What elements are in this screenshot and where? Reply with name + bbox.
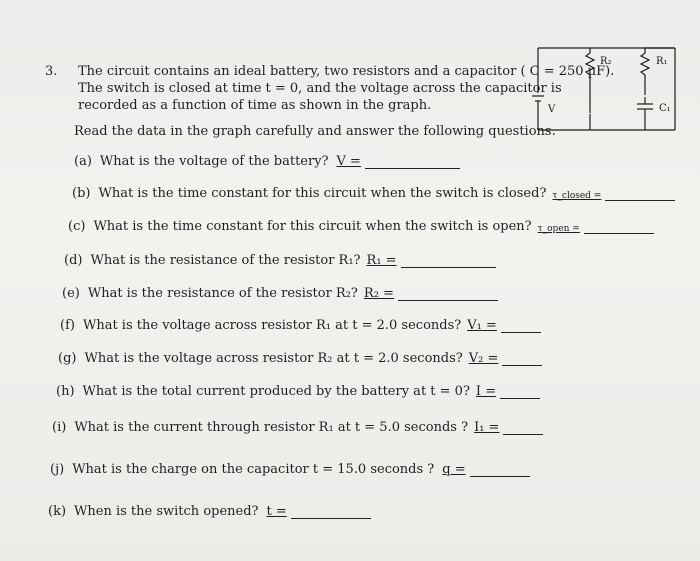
answer-prefix: I =	[475, 384, 497, 399]
answer-blank[interactable]	[398, 288, 498, 301]
question-j	[50, 462, 530, 477]
question-text: What is the current through resistor R₁ at t = 5.0 seconds ?	[74, 420, 469, 435]
problem-number: 3.	[45, 64, 58, 79]
answer-blank[interactable]	[584, 221, 654, 234]
answer-blank[interactable]	[502, 353, 542, 366]
answer-prefix: R₁ =	[366, 253, 397, 268]
question-label: (k)	[48, 504, 67, 519]
question-text: What is the time constant for this circuit when the switch is open?	[93, 219, 532, 234]
question-c	[68, 219, 654, 234]
question-text: What is the total current produced by the battery at t = 0?	[82, 384, 470, 399]
question-text: What is the voltage across resistor R₁ at t = 2.0 seconds?	[82, 318, 462, 333]
answer-blank[interactable]	[605, 188, 675, 201]
question-label: (d)	[64, 253, 83, 268]
resistor-r2	[586, 48, 594, 113]
intro-line-1: The circuit contains an ideal battery, two resistors and a capacitor ( C = 250 µF).	[78, 64, 615, 79]
answer-blank[interactable]	[503, 422, 543, 435]
answer-blank[interactable]	[500, 386, 540, 399]
question-label: (b)	[72, 186, 91, 201]
question-label: (e)	[62, 286, 80, 301]
answer-blank[interactable]	[291, 506, 371, 519]
answer-prefix: q =	[442, 462, 466, 477]
question-text: When is the switch opened?	[74, 504, 259, 519]
question-label: (c)	[68, 219, 86, 234]
question-h	[56, 384, 540, 399]
answer-prefix: τ_closed =	[552, 191, 602, 201]
answer-prefix: I₁ =	[474, 420, 500, 435]
answer-prefix: τ_open =	[537, 224, 580, 234]
answer-prefix: V₂ =	[468, 351, 499, 366]
v-label: V	[548, 104, 556, 115]
intro-line-3: recorded as a function of time as shown in the graph.	[78, 98, 432, 113]
question-a	[74, 154, 460, 169]
question-f	[60, 318, 541, 333]
question-text: What is the charge on the capacitor t = 15.0 seconds ?	[72, 462, 435, 477]
r1-label: R₁	[656, 56, 668, 67]
question-g	[58, 351, 542, 366]
question-label: (i)	[52, 420, 67, 435]
question-text: What is the resistance of the resistor R₂?	[87, 286, 358, 301]
question-e	[62, 286, 498, 301]
question-text: What is the voltage across resistor R₂ at t = 2.0 seconds?	[84, 351, 463, 366]
answer-blank[interactable]	[501, 320, 541, 333]
answer-prefix: V =	[336, 154, 361, 169]
intro-line-2: The switch is closed at time t = 0, and the voltage across the capacitor is	[78, 81, 562, 96]
r2-label: R₂	[600, 56, 612, 67]
answer-blank[interactable]	[470, 464, 530, 477]
resistor-r1	[641, 48, 649, 95]
instruction: Read the data in the graph carefully and answer the following questions.	[74, 124, 556, 139]
question-b	[72, 186, 675, 201]
question-i	[52, 420, 543, 435]
question-label: (j)	[50, 462, 65, 477]
question-label: (a)	[74, 154, 92, 169]
answer-prefix: R₂ =	[363, 286, 394, 301]
answer-prefix: V₁ =	[467, 318, 497, 333]
c1-label: C₁	[659, 103, 671, 114]
answer-blank[interactable]	[365, 156, 460, 169]
question-text: What is the time constant for this circuit when the switch is closed?	[98, 186, 547, 201]
question-text: What is the resistance of the resistor R₁?	[90, 253, 361, 268]
circuit-diagram	[520, 38, 690, 138]
question-k	[48, 504, 371, 519]
question-label: (g)	[58, 351, 77, 366]
answer-prefix: t =	[266, 504, 287, 519]
question-d	[64, 253, 496, 268]
answer-blank[interactable]	[401, 255, 496, 268]
question-text: What is the voltage of the battery?	[99, 154, 329, 169]
question-label: (f)	[60, 318, 75, 333]
question-label: (h)	[56, 384, 75, 399]
